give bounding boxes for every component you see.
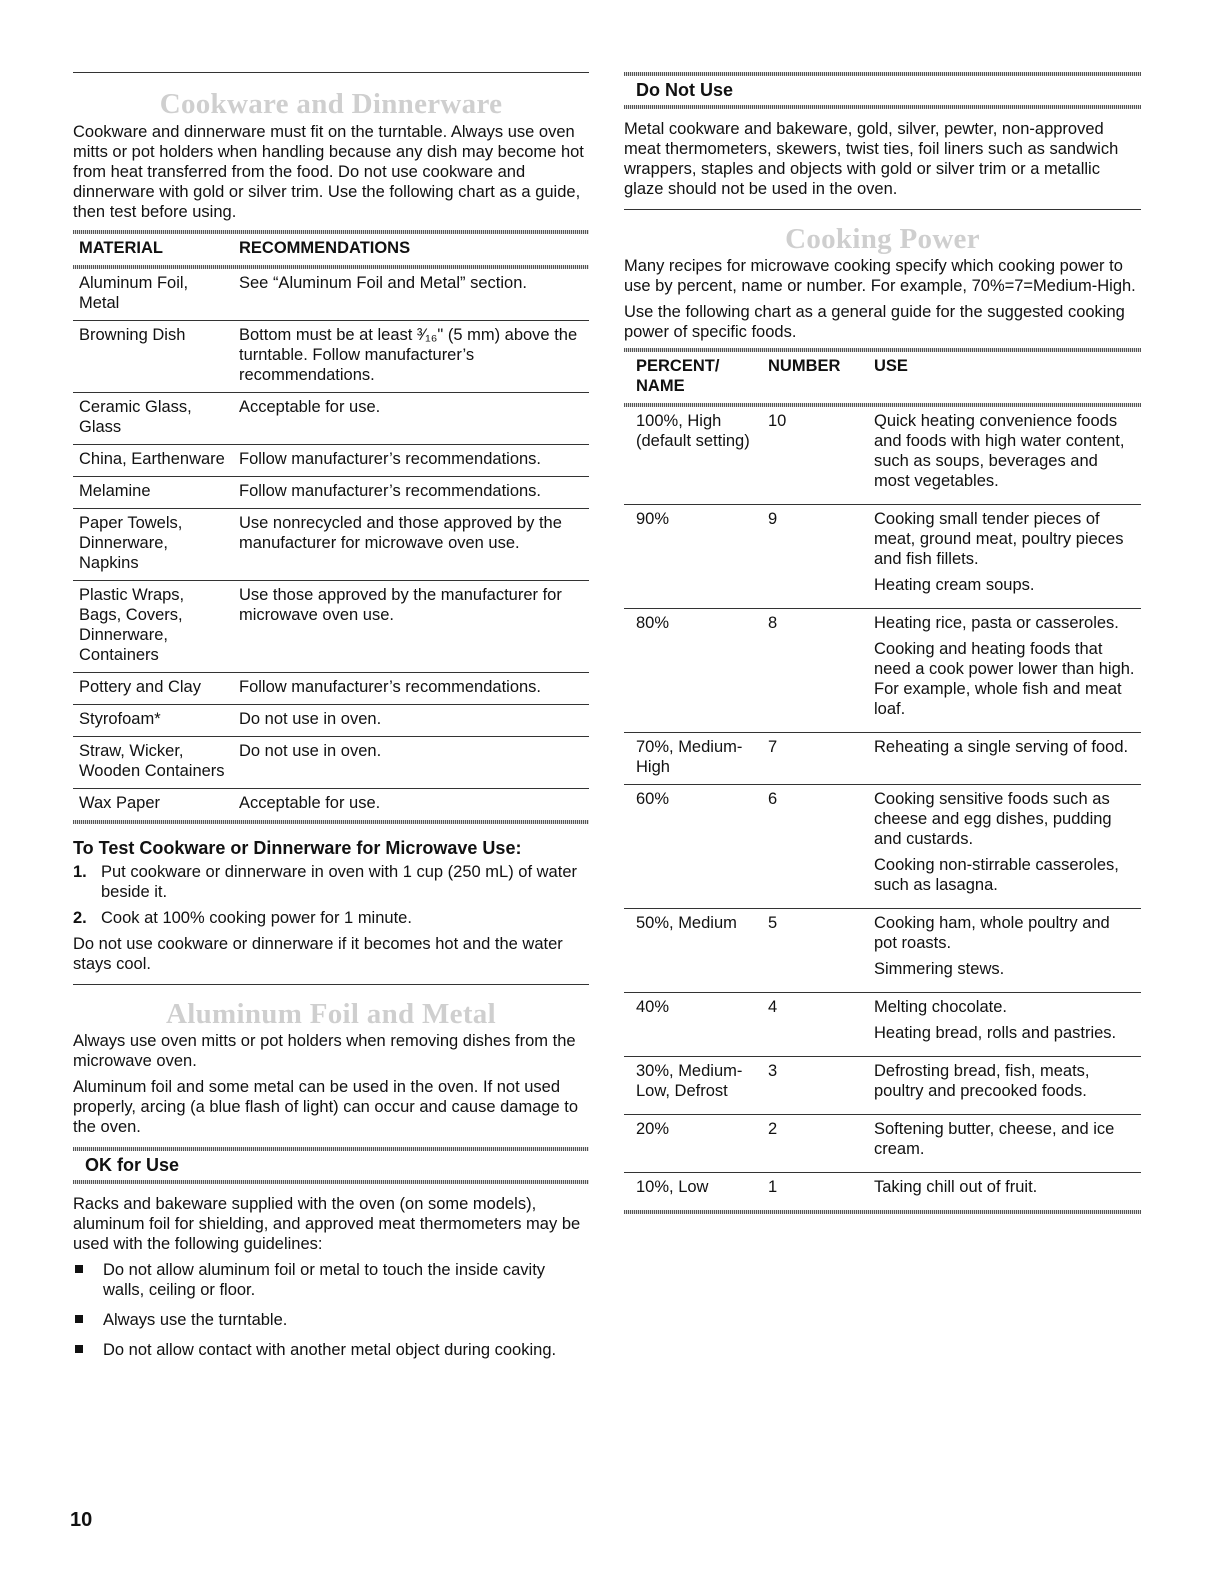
use-cell	[868, 1057, 1141, 1115]
list-item	[73, 908, 589, 928]
number-cell: 2	[762, 1115, 868, 1173]
use-cell	[868, 407, 1141, 505]
material-cell: Browning Dish	[73, 321, 233, 393]
ok-heading: OK for Use	[85, 1155, 180, 1175]
number-cell: 8	[762, 609, 868, 733]
percent-cell: 60%	[624, 785, 762, 909]
list-item	[73, 1260, 589, 1300]
material-cell: Pottery and Clay	[73, 673, 233, 705]
cookware-table	[73, 234, 589, 820]
use-cell	[868, 1173, 1141, 1211]
material-cell: Styrofoam*	[73, 705, 233, 737]
table-row	[73, 477, 589, 509]
power-p2: Use the following chart as a general guide for the suggested cooking power of specific foods.	[624, 303, 1125, 341]
use-text: Quick heating convenience foods and foods with high water content, such as soups, beverages and most vegetables.	[874, 412, 1125, 490]
percent-cell: 20%	[624, 1115, 762, 1173]
recommendation-cell: Do not use in oven.	[233, 737, 589, 789]
use-cell	[868, 909, 1141, 993]
table-row	[73, 445, 589, 477]
foil-bullets	[73, 1260, 589, 1360]
recommendation-cell: Follow manufacturer’s recommendations.	[233, 477, 589, 509]
use-text: Cooking non-stirrable casseroles, such as lasagna.	[874, 856, 1119, 894]
use-cell	[868, 785, 1141, 909]
foil-title: Aluminum Foil and Metal	[166, 998, 496, 1030]
table-row	[624, 785, 1141, 909]
table-bottom-hatch	[73, 820, 589, 824]
use-text: Cooking ham, whole poultry and pot roasts.	[874, 914, 1110, 952]
power-p1: Many recipes for microwave cooking specify which cooking power to use by percent, name or number. For example, 70%=7=Medium-High.	[624, 257, 1136, 295]
recommendation-cell: Acceptable for use.	[233, 393, 589, 445]
step-text: Cook at 100% cooking power for 1 minute.	[101, 909, 412, 927]
percent-header: PERCENT/ NAME	[636, 357, 720, 395]
material-cell: Wax Paper	[73, 789, 233, 821]
table-row	[624, 407, 1141, 505]
percent-cell: 100%, High (default setting)	[636, 412, 750, 450]
percent-cell: 90%	[624, 505, 762, 609]
table-row	[73, 581, 589, 673]
number-cell: 9	[762, 505, 868, 609]
use-text: Melting chocolate.	[874, 998, 1007, 1016]
recommendation-cell: Acceptable for use.	[233, 789, 589, 821]
table-row	[73, 509, 589, 581]
recommendation-cell: Use nonrecycled and those approved by the manufacturer for microwave oven use.	[233, 509, 589, 581]
use-text: Cooking sensitive foods such as cheese and egg dishes, pudding and custards.	[874, 790, 1112, 848]
donotuse-heading: Do Not Use	[636, 80, 734, 100]
use-text: Cooking small tender pieces of meat, ground meat, poultry pieces and fish fillets.	[874, 510, 1124, 568]
list-item	[73, 1340, 589, 1360]
step-number: 1.	[73, 863, 87, 881]
right-column	[624, 72, 1141, 1214]
table-row	[624, 609, 1141, 733]
foil-p2: Aluminum foil and some metal can be used in the oven. If not used properly, arcing (a blue flash of light) can occur and cause damage to the oven.	[73, 1078, 579, 1136]
recommendation-cell: Do not use in oven.	[233, 705, 589, 737]
number-cell: 7	[762, 733, 868, 785]
number-cell: 4	[762, 993, 868, 1057]
power-header-row	[624, 352, 1141, 403]
table-row	[624, 733, 1141, 785]
table-row	[624, 505, 1141, 609]
table-row	[624, 993, 1141, 1057]
table-row	[73, 705, 589, 737]
use-header: USE	[874, 357, 908, 375]
material-cell: Ceramic Glass, Glass	[73, 393, 233, 445]
cookware-intro: Cookware and dinnerware must fit on the turntable. Always use oven mitts or pot holders when handling because any dish may become hot from heat transferred from the food. Do not use cookware and dinnerware with gold or silver trim. Use the following chart as a guide, then test before using.	[73, 123, 584, 221]
table-row	[624, 909, 1141, 993]
use-text: Heating bread, rolls and pastries.	[874, 1024, 1117, 1042]
bullet-text: Do not allow contact with another metal object during cooking.	[103, 1341, 557, 1359]
cookware-title: Cookware and Dinnerware	[159, 88, 503, 120]
power-title: Cooking Power	[785, 223, 980, 255]
foil-p1: Always use oven mitts or pot holders when removing dishes from the microwave oven.	[73, 1032, 576, 1070]
recommendation-cell: See “Aluminum Foil and Metal” section.	[239, 274, 527, 292]
use-cell	[868, 733, 1141, 785]
use-cell	[868, 609, 1141, 733]
list-item	[73, 862, 589, 902]
recommendations-header: RECOMMENDATIONS	[239, 239, 411, 257]
ok-intro: Racks and bakeware supplied with the oven (on some models), aluminum foil for shielding, and approved meat thermometers may be used with the following guidelines:	[73, 1195, 581, 1253]
number-header: NUMBER	[768, 357, 841, 375]
number-cell: 1	[762, 1173, 868, 1211]
use-text: Defrosting bread, fish, meats, poultry and precooked foods.	[874, 1062, 1090, 1100]
percent-cell: 10%, Low	[624, 1173, 762, 1211]
table-row	[73, 393, 589, 445]
page-number: 10	[70, 1509, 93, 1531]
number-cell: 6	[762, 785, 868, 909]
percent-cell: 70%, Medium-High	[624, 733, 762, 785]
use-text: Heating rice, pasta or casseroles.	[874, 614, 1119, 632]
bullet-icon	[75, 1265, 83, 1273]
use-text: Softening butter, cheese, and ice cream.	[874, 1120, 1115, 1158]
use-text: Taking chill out of fruit.	[874, 1178, 1038, 1196]
bullet-text: Do not allow aluminum foil or metal to touch the inside cavity walls, ceiling or floor.	[103, 1261, 546, 1299]
table-row	[73, 321, 589, 393]
material-header: MATERIAL	[79, 239, 164, 257]
recommendation-cell: Bottom must be at least ³⁄₁₆" (5 mm) above the turntable. Follow manufacturer’s recommendations.	[233, 321, 589, 393]
ok-hatch-bottom	[73, 1180, 589, 1184]
material-cell: China, Earthenware	[73, 445, 233, 477]
percent-cell: 40%	[624, 993, 762, 1057]
power-bottom-hatch	[624, 1210, 1141, 1214]
test-note: Do not use cookware or dinnerware if it becomes hot and the water stays cool.	[73, 935, 563, 973]
use-cell	[868, 1115, 1141, 1173]
use-cell	[868, 505, 1141, 609]
test-heading: To Test Cookware or Dinnerware for Microwave Use:	[73, 838, 522, 858]
recommendation-cell: Follow manufacturer’s recommendations.	[233, 445, 589, 477]
use-text: Heating cream soups.	[874, 576, 1035, 594]
percent-cell: 50%, Medium	[624, 909, 762, 993]
table-row	[624, 1115, 1141, 1173]
table-row	[624, 1057, 1141, 1115]
power-table	[624, 352, 1141, 1210]
use-cell	[868, 993, 1141, 1057]
left-column	[73, 72, 589, 1370]
number-cell: 5	[762, 909, 868, 993]
donotuse-hatch-bottom	[624, 105, 1141, 109]
recommendation-cell: Follow manufacturer’s recommendations.	[233, 673, 589, 705]
section-rule	[73, 72, 589, 73]
material-cell: Plastic Wraps, Bags, Covers, Dinnerware, Containers	[73, 581, 233, 673]
material-cell: Paper Towels, Dinnerware, Napkins	[73, 509, 233, 581]
table-row	[73, 789, 589, 821]
number-cell: 3	[762, 1057, 868, 1115]
table-row	[73, 269, 589, 321]
number-cell: 10	[768, 412, 787, 430]
recommendation-cell: Use those approved by the manufacturer for microwave oven use.	[233, 581, 589, 673]
bullet-icon	[75, 1315, 83, 1323]
step-number: 2.	[73, 909, 87, 927]
cookware-header-row	[73, 234, 589, 265]
percent-cell: 30%, Medium-Low, Defrost	[624, 1057, 762, 1115]
table-row	[624, 1173, 1141, 1211]
material-cell: Straw, Wicker, Wooden Containers	[73, 737, 233, 789]
use-text: Reheating a single serving of food.	[874, 738, 1129, 756]
section-rule	[73, 984, 589, 985]
list-item	[73, 1310, 589, 1330]
table-row	[73, 737, 589, 789]
material-cell: Melamine	[73, 477, 233, 509]
test-steps	[73, 862, 589, 928]
percent-cell: 80%	[624, 609, 762, 733]
donotuse-text: Metal cookware and bakeware, gold, silver, pewter, non-approved meat thermometers, skewers, twist ties, foil liners such as sandwich wrappers, staples and objects with gold or silver trim or a metallic glaze should not be used in the oven.	[624, 120, 1119, 198]
use-text: Simmering stews.	[874, 960, 1005, 978]
step-text: Put cookware or dinnerware in oven with 1 cup (250 mL) of water beside it.	[101, 863, 577, 901]
table-row	[73, 673, 589, 705]
material-cell: Aluminum Foil, Metal	[79, 274, 189, 312]
use-text: Cooking and heating foods that need a cook power lower than high. For example, whole fish and meat loaf.	[874, 640, 1135, 718]
bullet-text: Always use the turntable.	[103, 1311, 288, 1329]
bullet-icon	[75, 1345, 83, 1353]
section-rule	[624, 209, 1141, 210]
